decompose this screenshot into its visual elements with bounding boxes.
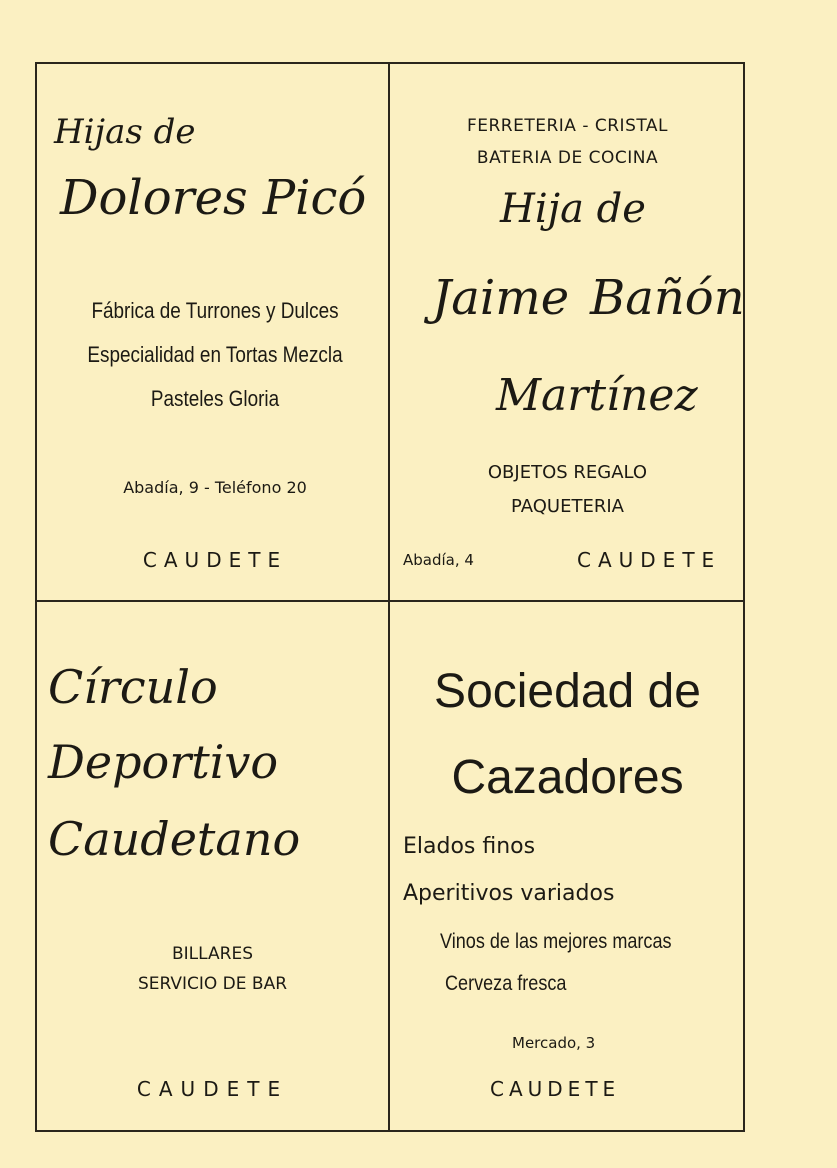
ad-header-1: FERRETERIA - CRISTAL — [466, 116, 669, 136]
ad-address: Mercado, 3 — [512, 1034, 596, 1052]
ad-name-3: Caudetano — [48, 812, 301, 866]
vertical-divider — [388, 62, 390, 1132]
ad-name-2: Deportivo — [48, 735, 279, 789]
ad-name: Dolores Picó — [60, 170, 367, 226]
ad-desc-1: Fábrica de Turrones y Dulces — [91, 298, 339, 323]
ad-town: CAUDETE — [136, 1077, 289, 1101]
ad-title-2: Cazadores — [451, 751, 684, 804]
ad-line1: Hijas de — [54, 112, 196, 152]
ad-town: CAUDETE — [577, 548, 722, 572]
ad-address: Abadía, 9 - Teléfono 20 — [123, 478, 307, 497]
ad-name-1: Hija de — [500, 186, 646, 232]
ad-item-2: Aperitivos variados — [403, 881, 615, 906]
horizontal-divider — [35, 600, 745, 602]
ad-name-2b: Bañón — [590, 270, 745, 326]
ad-service-2: SERVICIO DE BAR — [137, 974, 288, 994]
ad-name-1: Círculo — [48, 660, 218, 714]
ad-address: Abadía, 4 — [403, 551, 474, 569]
ad-header-2: BATERIA DE COCINA — [476, 148, 659, 168]
ad-title-1: Sociedad de — [434, 665, 701, 718]
ad-desc-2: Especialidad en Tortas Mezcla — [87, 342, 343, 367]
ad-town: CAUDETE — [490, 1077, 621, 1101]
ad-item-4: Cerveza fresca — [445, 972, 567, 995]
ad-products-2: PAQUETERIA — [511, 496, 624, 517]
ad-service-1: BILLARES — [172, 944, 253, 964]
ad-town: CAUDETE — [142, 548, 288, 572]
ad-item-1: Elados finos — [403, 834, 536, 859]
ad-item-3: Vinos de las mejores marcas — [440, 930, 672, 953]
ad-name-3: Martínez — [496, 370, 698, 421]
ad-desc-3: Pasteles Gloria — [150, 386, 280, 411]
ad-name-2a: Jaime — [432, 270, 570, 326]
ad-products-1: OBJETOS REGALO — [487, 462, 648, 483]
